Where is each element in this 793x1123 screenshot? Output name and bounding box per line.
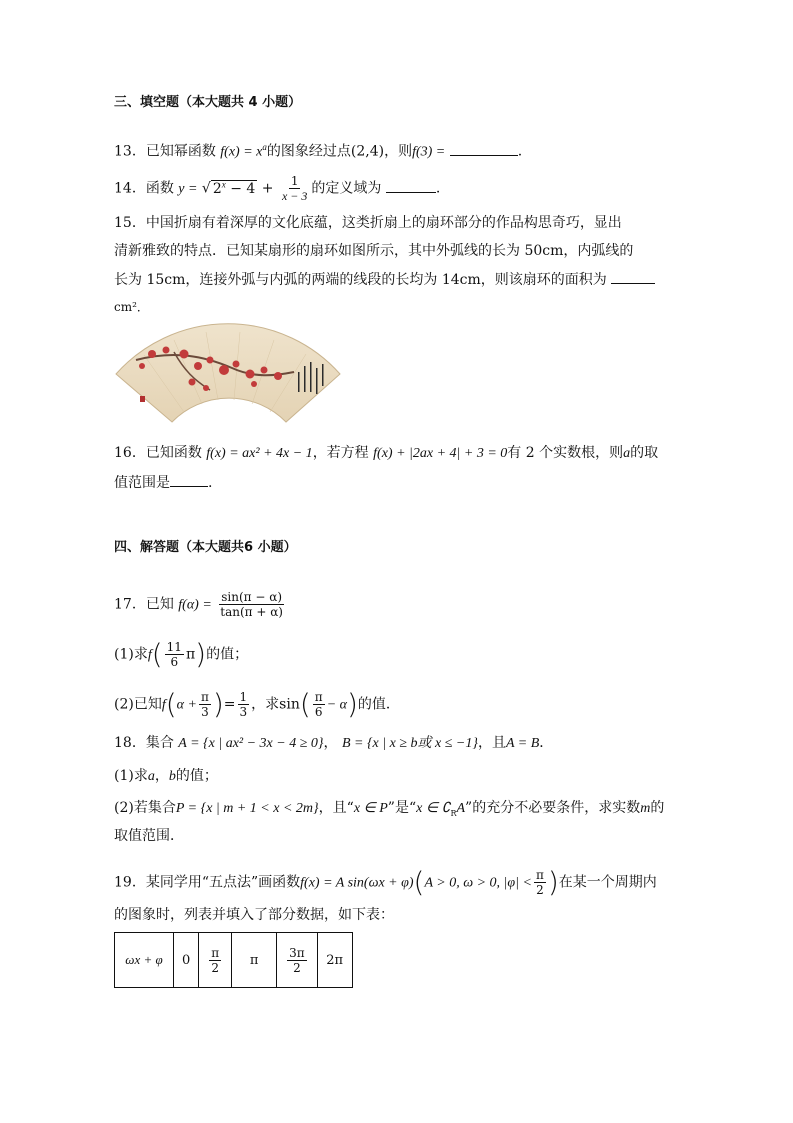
question-13 — [114, 137, 522, 163]
q18-p1-a: a — [147, 769, 155, 784]
q13-point: (2,4) — [350, 143, 385, 160]
q13-answer-blank — [450, 141, 518, 156]
q17-p2-minus-alpha: − α — [326, 697, 347, 713]
q17-p1-pi: π — [185, 646, 196, 663]
q16-text-d: 的取 — [630, 445, 659, 461]
q14-y: y = — [178, 181, 198, 197]
q16-text-b: ，若方程 — [312, 445, 369, 461]
question-14 — [114, 174, 440, 203]
q17-part-2: (2)已知f(α + $\frac{\pi}{3}$ )= $\frac{1}{3}$ ，求sin( $\frac{\pi}{6}$ − α)的值． — [114, 687, 400, 721]
q13-number: 13． — [114, 143, 146, 160]
q18-end: ． — [539, 735, 554, 751]
folding-fan-image — [114, 320, 342, 424]
q18-text-b: ，且 — [477, 735, 506, 751]
q17-p2-inner-fraction — [313, 690, 325, 719]
q18-a-equals-b: A = B — [505, 736, 540, 751]
q17-number: 17． — [114, 596, 146, 613]
q17-p2-alpha: α + — [176, 697, 197, 713]
q16-line-2-text: 值范围是 — [114, 475, 170, 491]
q17-p2-inner-den: 6 — [314, 705, 323, 719]
q14-number: 14． — [114, 180, 146, 197]
q13-formula: f(x) = x — [220, 144, 263, 160]
q18-part-1 — [114, 766, 218, 787]
q18-p1-b: b — [168, 769, 176, 784]
q17-p1-den: 6 — [170, 655, 179, 669]
q17-p2-fraction — [199, 690, 211, 719]
q14-fraction — [280, 174, 309, 203]
q13-text: 已知幂函数 — [145, 143, 216, 160]
q15-line-3 — [114, 269, 655, 290]
q17-p2-rhs-num: 1 — [239, 690, 248, 704]
table-row — [115, 933, 353, 988]
q18-set-b: B = {x | x ≥ b或 x ≤ −1} — [341, 736, 478, 751]
q17-p1-f: f — [147, 647, 152, 663]
table-header-cell: ωx + φ — [115, 933, 174, 988]
q15-answer-blank — [611, 269, 655, 284]
q14-sqrt: √ $2^x - 4$ — [201, 179, 256, 197]
q17-p2-f: f — [161, 697, 166, 713]
q17-p2-end: 的值． — [357, 696, 400, 713]
q18-sep: ， — [323, 735, 338, 751]
table-c1-den: 2 — [211, 960, 220, 975]
q14-frac-num: 1 — [290, 174, 299, 189]
question-16 — [114, 443, 658, 464]
section-4-heading: 四、解答题（本大题共6 小题） — [114, 540, 297, 555]
q14-text: 函数 — [145, 180, 174, 197]
q19-number: 19． — [114, 874, 146, 891]
table-cell-0: 0 — [174, 933, 199, 988]
q17-p1-fraction — [165, 640, 184, 669]
q18-p2-text-b: ，且“ — [318, 800, 354, 816]
q19-cond-den: 2 — [536, 883, 544, 897]
q19-cond-num: π — [535, 868, 544, 882]
q15-unit: cm²． — [114, 300, 149, 314]
q18-x-in-complement: x ∈ ∁ — [416, 801, 451, 816]
q19-cond-fraction — [534, 868, 546, 897]
q13-end: . — [517, 143, 523, 160]
q18-p2-text-d: ”的充分不必要条件，求实数 — [465, 800, 641, 816]
q17-text: 已知 — [145, 596, 174, 613]
q17-p2-num: π — [200, 690, 209, 704]
q15-line-1: 15．中国折扇有着深厚的文化底蕴，这类折扇上的扇环部分的作品构思奇巧，显出 — [114, 215, 622, 231]
q16-text: 已知函数 — [145, 445, 202, 461]
section-3-heading: 三、填空题（本大题共 4 小题） — [114, 95, 302, 110]
q18-p1-end: 的值； — [175, 768, 218, 784]
q14-text-b: 的定义域为 — [311, 180, 382, 197]
q18-complement-sub: R — [450, 808, 457, 818]
q15-line-2: 清新雅致的特点．已知某扇形的扇环如图所示，其中外弧线的长为 50cm，内弧线的 — [114, 243, 634, 259]
q15-line-3-text: 长为 15cm，连接外弧与内弧的两端的线段的长均为 14cm，则该扇环的面积为 — [114, 272, 607, 288]
q16-line-2 — [114, 472, 212, 493]
question-18 — [114, 733, 553, 754]
q17-p2-rhs — [238, 690, 250, 719]
table-cell-2pi: 2π — [317, 933, 352, 988]
q16-a: a — [623, 446, 631, 461]
q16-number: 16． — [114, 445, 146, 461]
q19-condition: A > 0, ω > 0, |φ| < — [424, 875, 532, 891]
q14-plus: + — [257, 180, 274, 197]
q18-x-in-p: x ∈ P — [353, 801, 388, 816]
q17-p2-equals: = — [223, 696, 236, 713]
question-17 — [114, 590, 287, 619]
q16-equation: f(x) + |2ax + 4| + 3 = 0 — [373, 446, 508, 461]
q16-answer-blank — [170, 472, 208, 487]
q17-p1-end: 的值； — [206, 646, 249, 663]
q17-fraction — [218, 590, 285, 619]
q18-complement-a: A — [456, 801, 466, 816]
question-19: 19．某同学用“五点法”画函数f(x) = A sin(ωx + φ)(A > 0, ω > 0, |φ| < $\frac{\pi}{2}$ )在某一个周期内 — [114, 865, 657, 899]
q17-p2-text-b: ，求 — [251, 696, 280, 713]
q13-text-b: 的图象经过点 — [266, 143, 351, 160]
q17-f-alpha: f(α) = — [178, 597, 212, 613]
q18-line-3: 取值范围． — [114, 828, 184, 844]
q14-rad-base: 2 — [212, 180, 222, 197]
q18-text: 集合 — [145, 735, 174, 751]
table-cell-pi-over-2 — [199, 933, 232, 988]
q18-part-2 — [114, 798, 664, 824]
q17-p2-den: 3 — [201, 705, 209, 719]
fan-seal — [140, 396, 145, 402]
q14-frac-den: x − 3 — [281, 189, 308, 204]
table-cell-pi: π — [232, 933, 277, 988]
q19-line-2: 的图象时，列表并填入了部分数据，如下表： — [114, 907, 394, 923]
q13-f3: f(3) = — [412, 144, 446, 160]
q19-text-b: 在某一个周期内 — [558, 874, 657, 891]
q14-end: . — [435, 180, 441, 197]
q19-formula: f(x) = A sin(ωx + φ) — [300, 875, 414, 891]
table-c3-den: 2 — [293, 960, 301, 975]
q18-number: 18． — [114, 735, 146, 751]
q18-p1-comma: ， — [154, 768, 169, 784]
q18-p2-text-e: 的 — [650, 800, 665, 816]
q16-end: . — [208, 475, 213, 491]
table-cell-3pi-over-2 — [277, 933, 318, 988]
q17-p2-text: (2)已知 — [114, 696, 162, 713]
q16-formula: f(x) = ax² + 4x − 1 — [206, 446, 313, 461]
q16-text-c: 有 2 个实数根，则 — [507, 445, 624, 461]
q17-p2-rhs-den: 3 — [239, 705, 248, 719]
q17-part-1: (1)求f( $\frac{11}{6}$ π)的值； — [114, 637, 249, 671]
q17-p2-sin: sin — [279, 696, 300, 713]
q14-rad-exp: x — [221, 179, 226, 189]
five-point-table — [114, 932, 353, 988]
q17-p1-text: (1)求 — [114, 646, 148, 663]
q17-frac-den: tan(π + α) — [220, 605, 283, 619]
q13-text-c: ，则 — [384, 143, 413, 160]
q18-p2-text-c: ”是“ — [387, 800, 417, 816]
q14-answer-blank — [386, 178, 436, 193]
q18-m: m — [640, 801, 651, 816]
q13-exponent: a — [262, 142, 267, 152]
table-c1-num: π — [211, 945, 220, 960]
q17-p2-inner-num: π — [314, 690, 323, 704]
q18-p1-text: (1)求 — [114, 768, 148, 784]
q17-p1-num: 11 — [166, 640, 182, 654]
q18-p2-text: (2)若集合 — [114, 800, 176, 816]
q19-text: 某同学用“五点法”画函数 — [145, 874, 301, 891]
q18-set-p: P = {x | m + 1 < x < 2m} — [175, 801, 319, 816]
table-c3-num: 3π — [289, 945, 305, 960]
q18-set-a: A = {x | ax² − 3x − 4 ≥ 0} — [178, 736, 324, 751]
q17-frac-num: sin(π − α) — [221, 590, 282, 604]
q14-rad-rest: − 4 — [225, 180, 256, 197]
